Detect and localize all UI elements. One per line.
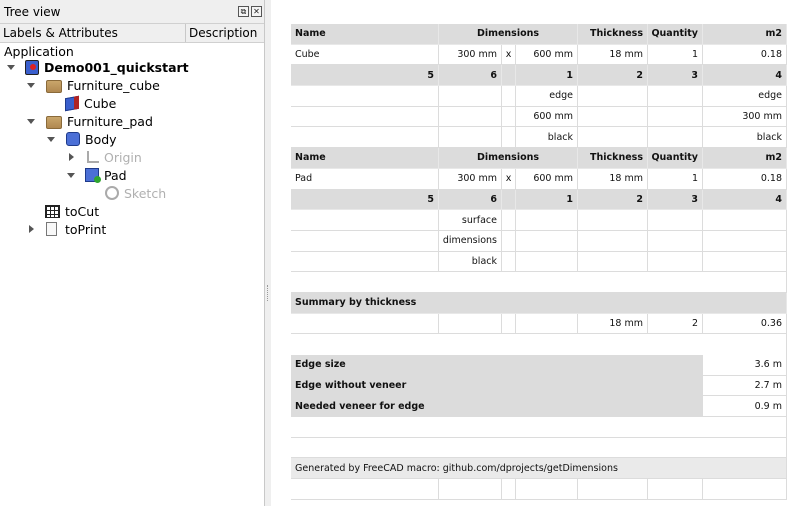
cell-quantity: 1 [648,169,703,190]
header-quantity: Quantity [648,24,703,45]
header-dimensions: Dimensions [439,148,578,169]
cell-num: 3 [648,190,703,211]
tree-item-label: Application [4,43,74,59]
cell-color: black [439,252,502,273]
table-row [291,314,787,335]
collapse-arrow-icon[interactable] [45,133,57,145]
header-thickness: Thickness [578,24,648,45]
cell-edge-length: 600 mm [516,107,578,128]
cell-dim2: 600 mm [516,45,578,66]
table-row [291,252,787,273]
header-m2: m2 [703,148,787,169]
folder-icon [46,80,62,93]
cell-num: 4 [703,190,787,211]
cell-m2: 0.18 [703,45,787,66]
folder-icon [46,116,62,129]
table-row [291,210,787,231]
cell-empty [502,190,516,211]
table-row [291,355,787,376]
cell-dim1: 300 mm [439,169,502,190]
table-row [291,24,787,45]
tree-item-label: Demo001_quickstart [44,59,189,75]
cell-num: 1 [516,190,578,211]
footer-credit: Generated by FreeCAD macro: github.com/dprojects/getDimensions [291,458,787,479]
spreadsheet-icon [45,205,60,218]
header-m2: m2 [703,24,787,45]
header-dimensions: Dimensions [439,24,578,45]
table-row [291,272,787,293]
table-row [291,293,787,314]
needed-veneer-value: 0.9 m [703,396,787,417]
cell-num: 2 [578,65,648,86]
cell-edge: edge [703,86,787,107]
cell-edge-length: 300 mm [703,107,787,128]
tree-item-tocut[interactable] [45,202,99,220]
tree-item-label: toCut [65,203,100,219]
tree-item-label: Origin [104,149,142,165]
tree-item-label: Pad [104,167,127,183]
tree-item-document[interactable] [5,58,189,76]
cell-dim2: 600 mm [516,169,578,190]
cell-num: 2 [578,190,648,211]
cell-edge-color: black [703,127,787,148]
collapse-arrow-icon[interactable] [25,115,37,127]
tree-item-label: Cube [84,95,117,111]
page-icon [46,222,57,236]
expand-arrow-icon[interactable] [25,223,37,235]
cell-num: 6 [439,190,502,211]
table-row [291,190,787,211]
edge-size-value: 3.6 m [703,355,787,376]
close-panel-button[interactable]: ✕ [251,6,262,17]
cell-num: 1 [516,65,578,86]
table-row [291,45,787,66]
tree-view-title: Tree view [4,4,61,19]
tree-item-sketch[interactable] [105,184,166,202]
expand-arrow-icon[interactable] [65,151,77,163]
pad-icon [85,168,99,182]
column-header-labels[interactable]: Labels & Attributes [0,24,186,42]
column-header-description[interactable]: Description [189,26,258,40]
cell-num: 6 [439,65,502,86]
tree-item-label: toPrint [65,221,107,237]
table-row [291,148,787,169]
cell-name: Pad [291,169,439,190]
table-row [291,458,787,479]
report-grid [291,24,787,500]
cell-num: 4 [703,65,787,86]
table-row [291,396,787,417]
tree-item-origin[interactable] [65,148,142,166]
collapse-arrow-icon[interactable] [65,169,77,181]
tree-item-label: Furniture_pad [67,113,153,129]
cell-quantity: 1 [648,45,703,66]
cell-num: 5 [291,190,439,211]
report-sheet [271,0,803,506]
table-row [291,438,787,459]
summary-quantity: 2 [648,314,703,335]
cell-empty [502,65,516,86]
table-row [291,334,787,355]
sketch-icon [105,186,119,200]
edge-size-label: Edge size [291,355,703,376]
tree-view-panel [0,0,265,506]
table-row [291,417,787,438]
table-row [291,376,787,397]
cell-edge-color: black [516,127,578,148]
cell-x: x [502,45,516,66]
summary-m2: 0.36 [703,314,787,335]
cell-num: 5 [291,65,439,86]
cell-dimensions: dimensions [439,231,502,252]
origin-icon [85,150,99,164]
header-name: Name [291,148,439,169]
cell-thickness: 18 mm [578,169,648,190]
cell-x: x [502,169,516,190]
table-row [291,169,787,190]
cell-num: 3 [648,65,703,86]
cell-m2: 0.18 [703,169,787,190]
collapse-arrow-icon[interactable] [5,61,17,73]
table-row [291,65,787,86]
cell-dim1: 300 mm [439,45,502,66]
collapse-arrow-icon[interactable] [25,79,37,91]
tree-item-furniture-cube[interactable] [25,76,160,94]
header-thickness: Thickness [578,148,648,169]
tree-item-furniture-pad[interactable] [25,112,153,130]
tree-item-pad[interactable] [65,166,127,184]
header-quantity: Quantity [648,148,703,169]
cell-edge: edge [516,86,578,107]
cube-icon [65,95,79,110]
document-icon [25,60,39,75]
tree-item-label: Furniture_cube [67,77,160,93]
needed-veneer-label: Needed veneer for edge [291,396,703,417]
edge-without-veneer-value: 2.7 m [703,376,787,397]
cell-surface: surface [439,210,502,231]
tree-item-cube[interactable] [65,94,116,112]
summary-thickness: 18 mm [578,314,648,335]
tree-item-toprint[interactable] [25,220,106,238]
tree-header [0,23,264,43]
header-name: Name [291,24,439,45]
table-row [291,479,787,500]
tree-view-titlebar [0,0,264,23]
table-row [291,107,787,128]
cell-thickness: 18 mm [578,45,648,66]
body-icon [66,132,80,146]
edge-without-veneer-label: Edge without veneer [291,376,703,397]
table-row [291,86,787,107]
table-row [291,231,787,252]
tree-item-label: Body [85,131,117,147]
float-panel-button[interactable]: ⧉ [238,6,249,17]
summary-title: Summary by thickness [291,293,787,314]
tree-item-label: Sketch [124,185,167,201]
cell-name: Cube [291,45,439,66]
tree-item-body[interactable] [45,130,117,148]
table-row [291,127,787,148]
